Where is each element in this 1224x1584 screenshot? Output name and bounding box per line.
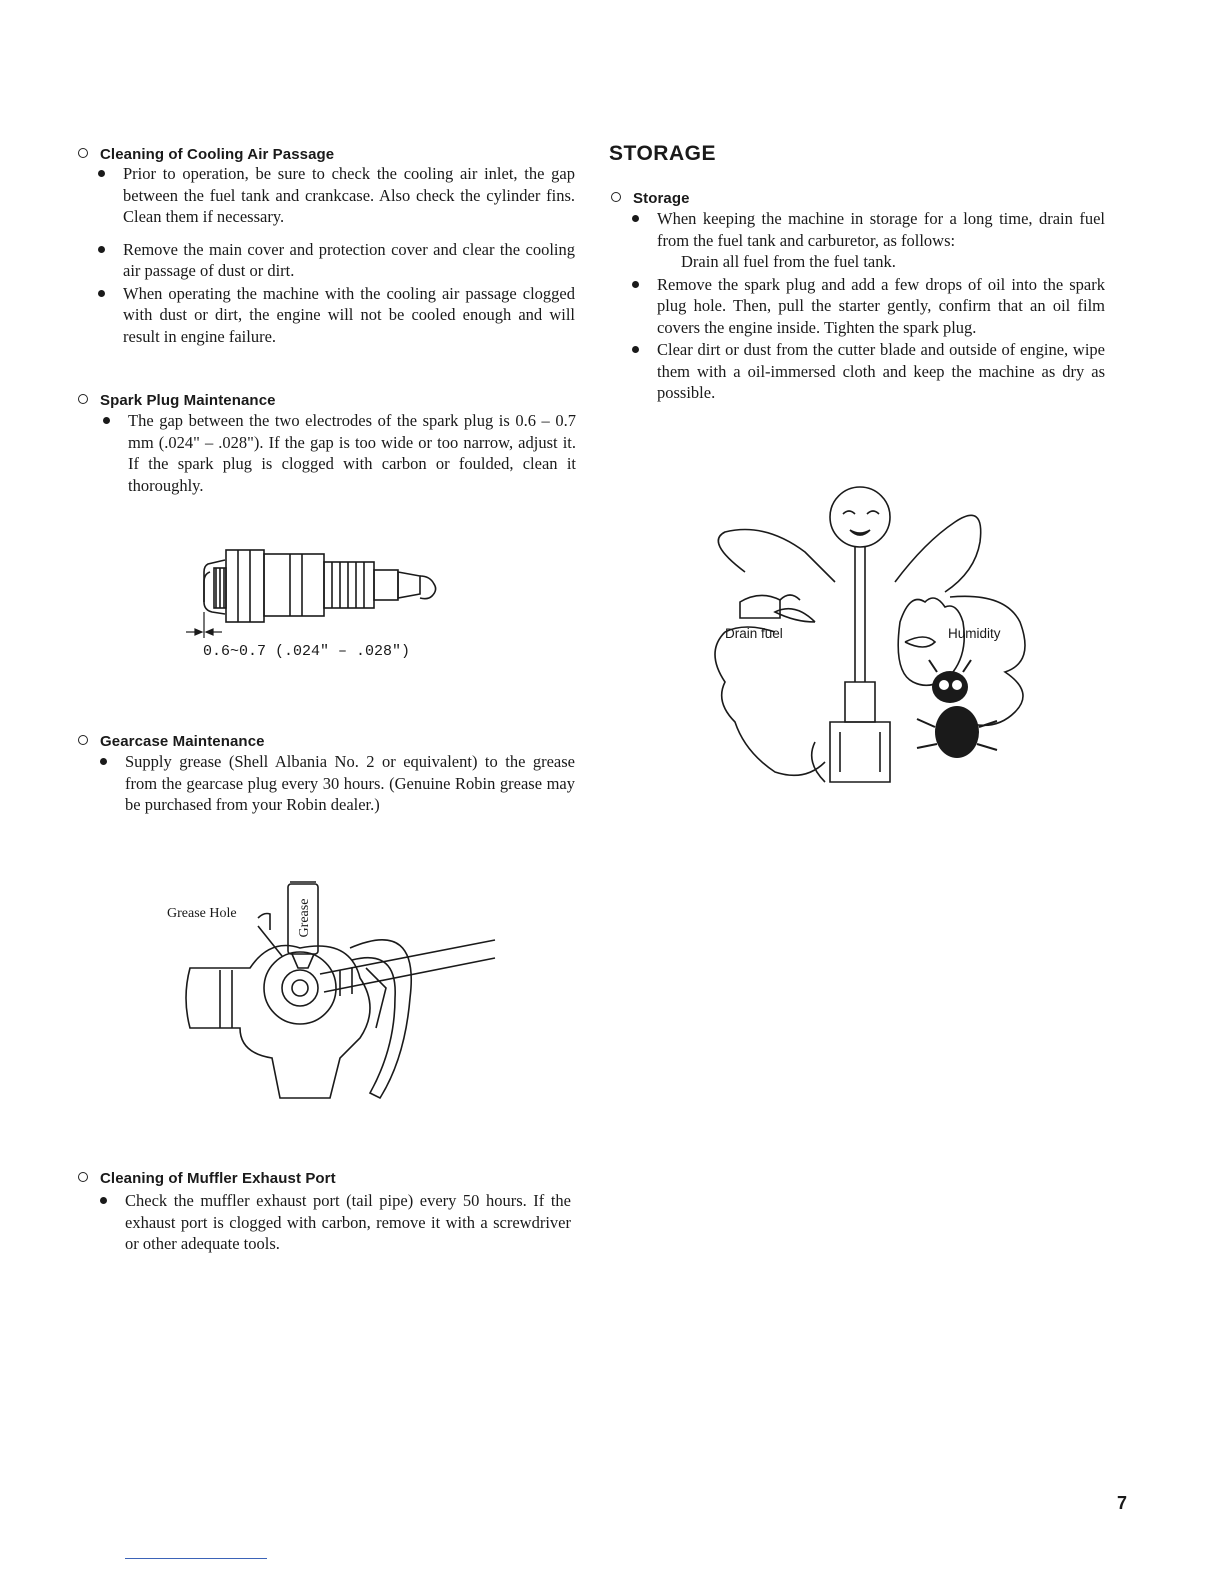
grease-hole-label: Grease Hole bbox=[167, 906, 237, 921]
list-item: When keeping the machine in storage for a long time, drain fuel from the fuel tank and carburetor, as follows: Drain all fuel from the fuel tank. bbox=[657, 208, 1105, 273]
circle-bullet-icon bbox=[78, 148, 88, 158]
list-item: When operating the machine with the cooling air passage clogged with dust or dirt, the engine will not be cooled enough and will result in engine failure. bbox=[123, 283, 575, 348]
bullet-icon bbox=[98, 170, 105, 177]
list-item: Check the muffler exhaust port (tail pipe) every 50 hours. If the exhaust port is clogged with carbon, remove it with a screwdriver or other adequate tools. bbox=[125, 1190, 571, 1255]
circle-bullet-icon bbox=[78, 1172, 88, 1182]
muffler-list bbox=[125, 1190, 571, 1266]
grease-tube-label: Grease bbox=[297, 898, 312, 938]
gearcase-list bbox=[125, 751, 575, 827]
humidity-label: Humidity bbox=[948, 626, 1001, 641]
section-title-storage: Storage bbox=[611, 190, 690, 207]
list-item: Remove the main cover and protection cover and clear the cooling air passage of dust or dirt. bbox=[123, 239, 575, 282]
circle-bullet-icon bbox=[611, 192, 621, 202]
circle-bullet-icon bbox=[78, 394, 88, 404]
page-number: 7 bbox=[1117, 1493, 1128, 1513]
section-title-cooling: Cleaning of Cooling Air Passage bbox=[78, 146, 334, 163]
list-item: The gap between the two electrodes of the spark plug is 0.6 – 0.7 mm (.024" – .028"). If the gap is too wide or too narrow, adjust it. If the spark plug is clogged with carbon or foulded, clean it thoroughly. bbox=[128, 410, 576, 496]
bullet-icon bbox=[100, 1197, 107, 1204]
bullet-icon bbox=[98, 290, 105, 297]
section-title-muffler: Cleaning of Muffler Exhaust Port bbox=[78, 1170, 336, 1187]
list-item: Remove the spark plug and add a few drops of oil into the spark plug hole. Then, pull the starter gently, confirm that an oil film covers the engine inside. Tighten the spark plug. bbox=[657, 274, 1105, 339]
bullet-icon bbox=[632, 215, 639, 222]
footer-rule bbox=[125, 1558, 267, 1559]
drain-fuel-label: Drain fuel bbox=[725, 626, 783, 641]
storage-heading: STORAGE bbox=[609, 142, 716, 165]
list-item: Supply grease (Shell Albania No. 2 or equivalent) to the grease from the gearcase plug every 30 hours. (Genuine Robin grease may be purchased from your Robin dealer.) bbox=[125, 751, 575, 816]
bullet-icon bbox=[632, 281, 639, 288]
bullet-icon bbox=[98, 246, 105, 253]
list-item: Prior to operation, be sure to check the cooling air inlet, the gap between the fuel tank and crankcase. Also check the cylinder fins. Clean them if necessary. bbox=[123, 163, 575, 228]
storage-list bbox=[657, 208, 1105, 415]
spark-plug-illustration bbox=[180, 540, 470, 640]
cooling-list bbox=[123, 163, 575, 358]
spark-plug-gap-caption: 0.6~0.7 (.024" – .028") bbox=[203, 643, 411, 660]
list-item: Clear dirt or dust from the cutter blade and outside of engine, wipe them with a oil-immersed cloth and keep the machine as dry as possible. bbox=[657, 339, 1105, 404]
section-title-spark-plug: Spark Plug Maintenance bbox=[78, 392, 276, 409]
storage-cartoon-illustration bbox=[705, 482, 1050, 802]
bullet-icon bbox=[632, 346, 639, 353]
circle-bullet-icon bbox=[78, 735, 88, 745]
spark-plug-list bbox=[128, 410, 576, 507]
bullet-icon bbox=[100, 758, 107, 765]
bullet-icon bbox=[103, 417, 110, 424]
section-title-gearcase: Gearcase Maintenance bbox=[78, 733, 265, 750]
